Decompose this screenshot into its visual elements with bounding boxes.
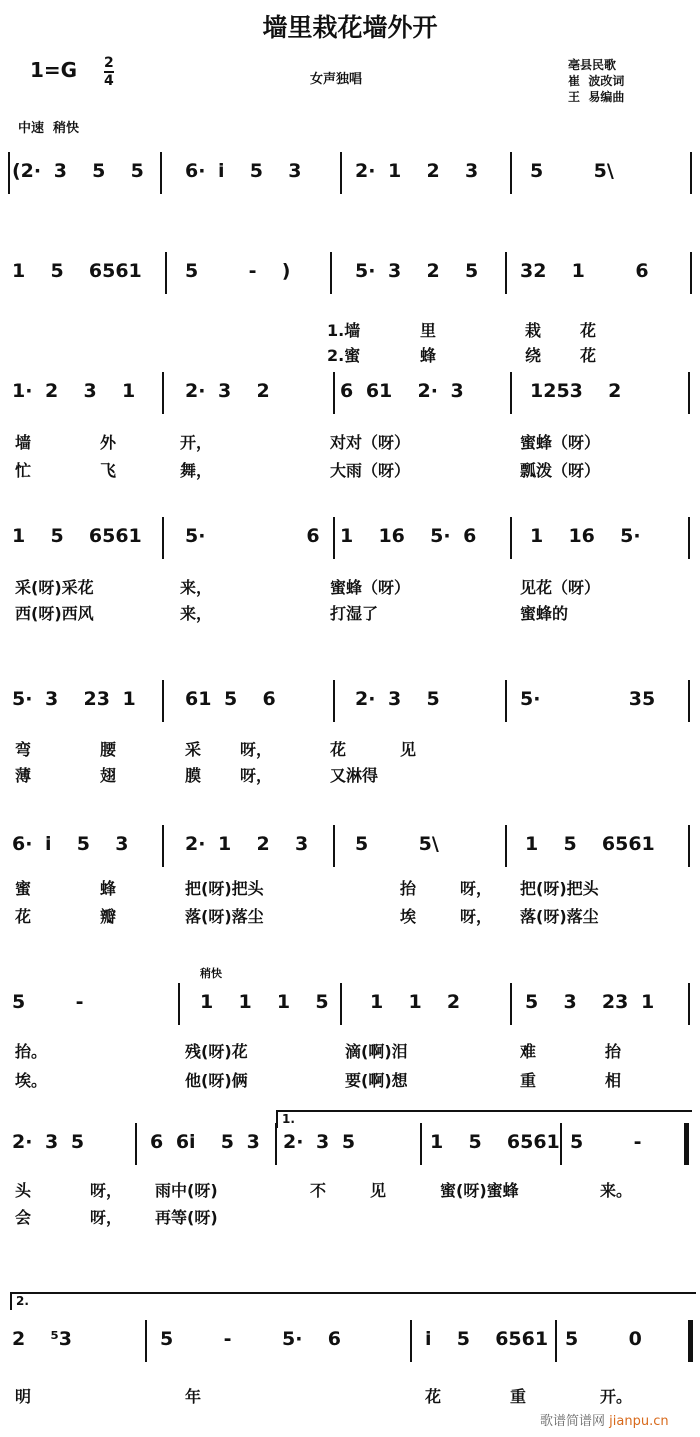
- measure: 1 5 6561: [430, 1131, 560, 1153]
- song-title: 墙里栽花墙外开: [262, 13, 438, 42]
- measure: 5 0: [565, 1328, 642, 1350]
- measure: 1 1 2: [370, 991, 461, 1013]
- lyric-word: 落(呀)落尘: [185, 907, 264, 926]
- lyric-word: 呀，: [240, 740, 273, 759]
- barline: [690, 252, 692, 294]
- credit-origin: 亳县民歌: [568, 58, 617, 72]
- measure: 5 5\: [530, 160, 614, 182]
- lyric-word: 要(啊)想: [345, 1071, 408, 1090]
- measure: 5· 3 23 1: [12, 688, 136, 710]
- credit-arranger: 王 易编曲: [568, 90, 625, 104]
- lyric-word: 瓣: [100, 907, 117, 926]
- lyric-word: 来，: [180, 578, 213, 597]
- lyric-word: 呀，: [240, 766, 273, 785]
- lyric-word: 对对（呀）: [330, 433, 411, 452]
- barline: [505, 825, 507, 867]
- lyric-word: 舞，: [180, 461, 213, 480]
- lyric-word: 埃: [400, 907, 417, 926]
- lyric-word: 花: [580, 321, 597, 340]
- time-signature: [104, 55, 114, 89]
- measure: 2· 3 2: [185, 380, 270, 402]
- barline: [340, 983, 342, 1025]
- lyric-word: 抬: [605, 1042, 622, 1061]
- lyric-word: 明: [15, 1387, 32, 1406]
- measure: 2· 3 5: [355, 688, 440, 710]
- lyric-word: 年: [185, 1387, 202, 1406]
- final-barline: [688, 1320, 693, 1362]
- measure: 5 -: [570, 1131, 642, 1153]
- measure: 1 1 1 5: [200, 991, 329, 1013]
- lyric-word: 滴(啊)泪: [345, 1042, 408, 1061]
- measure: 6 61 2· 3: [340, 380, 464, 402]
- lyric-word: 又淋得: [330, 766, 379, 785]
- barline: [510, 517, 512, 559]
- lyric-word: 蜂: [420, 346, 437, 365]
- barline: [333, 372, 335, 414]
- measure: 5 3 23 1: [525, 991, 655, 1013]
- lyric-word: 头: [15, 1181, 32, 1200]
- lyric-word: 呀，: [90, 1181, 123, 1200]
- measure: 2 ⁵3: [12, 1328, 72, 1350]
- lyric-word: 落(呀)落尘: [520, 907, 599, 926]
- lyric-word: 开，: [180, 433, 213, 452]
- lyric-word: 重: [520, 1071, 537, 1090]
- lyric-word: 呀，: [460, 879, 493, 898]
- measure: 1 16 5· 6: [340, 525, 477, 547]
- lyric-word: 见: [370, 1181, 387, 1200]
- lyric-word: 采: [185, 740, 202, 759]
- watermark-url: jianpu.cn: [609, 1414, 669, 1429]
- measure: 5· 3 2 5: [355, 260, 479, 282]
- lyric-word: 开。: [600, 1387, 633, 1406]
- measure: 6· i 5 3: [12, 833, 129, 855]
- barline: [333, 680, 335, 722]
- measure: 6· i 5 3: [185, 160, 302, 182]
- lyric-word: 打湿了: [330, 604, 379, 623]
- measure: i 5 6561: [425, 1328, 549, 1350]
- measure: 5 -: [12, 991, 84, 1013]
- measure: 61 5 6: [185, 688, 276, 710]
- barline: [275, 1123, 277, 1165]
- lyric-word: 腰: [100, 740, 117, 759]
- time-sig-bottom: 4: [104, 73, 114, 89]
- lyric-word: 翅: [100, 766, 117, 785]
- time-sig-top: 2: [104, 55, 114, 71]
- lyric-word: 花: [330, 740, 347, 759]
- lyric-word: 大雨（呀）: [330, 461, 411, 480]
- lyric-word: 绕: [525, 346, 542, 365]
- lyric-word: 蜜蜂（呀）: [520, 433, 601, 452]
- lyric-word: 埃。: [15, 1071, 48, 1090]
- lyric-word: 把(呀)把头: [520, 879, 599, 898]
- lyric-word: 来，: [180, 604, 213, 623]
- lyric-word: 花: [15, 907, 32, 926]
- lyric-word: 瓢泼（呀）: [520, 461, 601, 480]
- lyric-word: 膜: [185, 766, 202, 785]
- lyric-word: 把(呀)把头: [185, 879, 264, 898]
- barline: [688, 680, 690, 722]
- measure: 1 5 6561: [525, 833, 655, 855]
- barline: [505, 252, 507, 294]
- barline: [420, 1123, 422, 1165]
- lyric-word: 飞: [100, 461, 117, 480]
- barline: [688, 983, 690, 1025]
- barline: [688, 372, 690, 414]
- barline: [688, 517, 690, 559]
- barline: [165, 252, 167, 294]
- measure: 2· 3 5: [12, 1131, 85, 1153]
- barline: [410, 1320, 412, 1362]
- lyric-word: 呀，: [460, 907, 493, 926]
- barline: [505, 680, 507, 722]
- measure: 5· 35: [520, 688, 656, 710]
- lyric-word: 弯: [15, 740, 32, 759]
- measure: 6 6i 5 3: [150, 1131, 260, 1153]
- lyric-word: 采(呀)采花: [15, 578, 94, 597]
- barline: [8, 152, 10, 194]
- performance-type: 女声独唱: [310, 72, 363, 87]
- lyric-word: 蜂: [100, 879, 117, 898]
- barline: [162, 825, 164, 867]
- measure: 1253 2: [530, 380, 622, 402]
- lyric-word: 重: [510, 1387, 527, 1406]
- barline: [340, 152, 342, 194]
- lyric-word: 残(呀)花: [185, 1042, 248, 1061]
- lyric-word: 里: [420, 321, 437, 340]
- lyric-word: 见: [400, 740, 417, 759]
- measure: 1· 2 3 1: [12, 380, 136, 402]
- measure: (2· 3 5 5: [12, 160, 144, 182]
- lyric-word: 花: [580, 346, 597, 365]
- barline: [510, 983, 512, 1025]
- measure: 2· 3 5: [283, 1131, 356, 1153]
- measure: 2· 1 2 3: [185, 833, 309, 855]
- lyric-word: 不: [310, 1181, 327, 1200]
- barline: [510, 152, 512, 194]
- volta-bracket: 1.: [276, 1110, 692, 1128]
- final-barline: [684, 1123, 689, 1165]
- lyric-word: 2.蜜: [327, 346, 361, 365]
- lyric-word: 蜜: [15, 879, 32, 898]
- barline: [162, 680, 164, 722]
- barline: [135, 1123, 137, 1165]
- lyric-word: 忙: [15, 461, 32, 480]
- credit-lyrics: 崔 波改词: [568, 74, 625, 88]
- barline: [690, 152, 692, 194]
- lyric-word: 西(呀)西风: [15, 604, 94, 623]
- lyric-word: 抬: [400, 879, 417, 898]
- barline: [555, 1320, 557, 1362]
- measure: 5· 6: [185, 525, 320, 547]
- lyric-word: 来。: [600, 1181, 633, 1200]
- measure: 1 5 6561: [12, 525, 142, 547]
- lyric-word: 呀，: [90, 1208, 123, 1227]
- barline: [178, 983, 180, 1025]
- watermark-text: 歌谱简谱网: [540, 1414, 606, 1429]
- lyric-word: 抬。: [15, 1042, 48, 1061]
- barline: [330, 252, 332, 294]
- barline: [688, 825, 690, 867]
- lyric-word: 蜜蜂（呀）: [330, 578, 411, 597]
- lyric-word: 见花（呀）: [520, 578, 601, 597]
- barline: [333, 825, 335, 867]
- lyric-word: 他(呀)俩: [185, 1071, 248, 1090]
- lyric-word: 栽: [525, 321, 542, 340]
- lyric-word: 会: [15, 1208, 32, 1227]
- watermark: [540, 1410, 669, 1429]
- lyric-word: 蜜(呀)蜜蜂: [440, 1181, 519, 1200]
- tempo-change-marking: 稍快: [200, 967, 222, 980]
- lyric-word: 墙: [15, 433, 32, 452]
- barline: [162, 517, 164, 559]
- lyric-word: 再等(呀): [155, 1208, 218, 1227]
- lyric-word: 薄: [15, 766, 32, 785]
- measure: 5 - ): [185, 260, 291, 282]
- key-signature: 1=G: [30, 58, 78, 82]
- lyric-word: 难: [520, 1042, 537, 1061]
- lyric-word: 1.墙: [327, 321, 361, 340]
- barline: [145, 1320, 147, 1362]
- measure: 1 5 6561: [12, 260, 142, 282]
- measure: 5 - 5· 6: [160, 1328, 341, 1350]
- lyric-word: 蜜蜂的: [520, 604, 569, 623]
- measure: 2· 1 2 3: [355, 160, 479, 182]
- barline: [333, 517, 335, 559]
- barline: [160, 152, 162, 194]
- lyric-word: 外: [100, 433, 117, 452]
- barline: [162, 372, 164, 414]
- measure: 5 5\: [355, 833, 439, 855]
- measure: 32 1 6: [520, 260, 649, 282]
- volta-bracket: 2.: [10, 1292, 696, 1310]
- lyric-word: 花: [425, 1387, 442, 1406]
- barline: [510, 372, 512, 414]
- tempo-marking: 中速 稍快: [18, 121, 80, 136]
- lyric-word: 雨中(呀): [155, 1181, 218, 1200]
- lyric-word: 相: [605, 1071, 622, 1090]
- barline: [560, 1123, 562, 1165]
- measure: 1 16 5·: [530, 525, 641, 547]
